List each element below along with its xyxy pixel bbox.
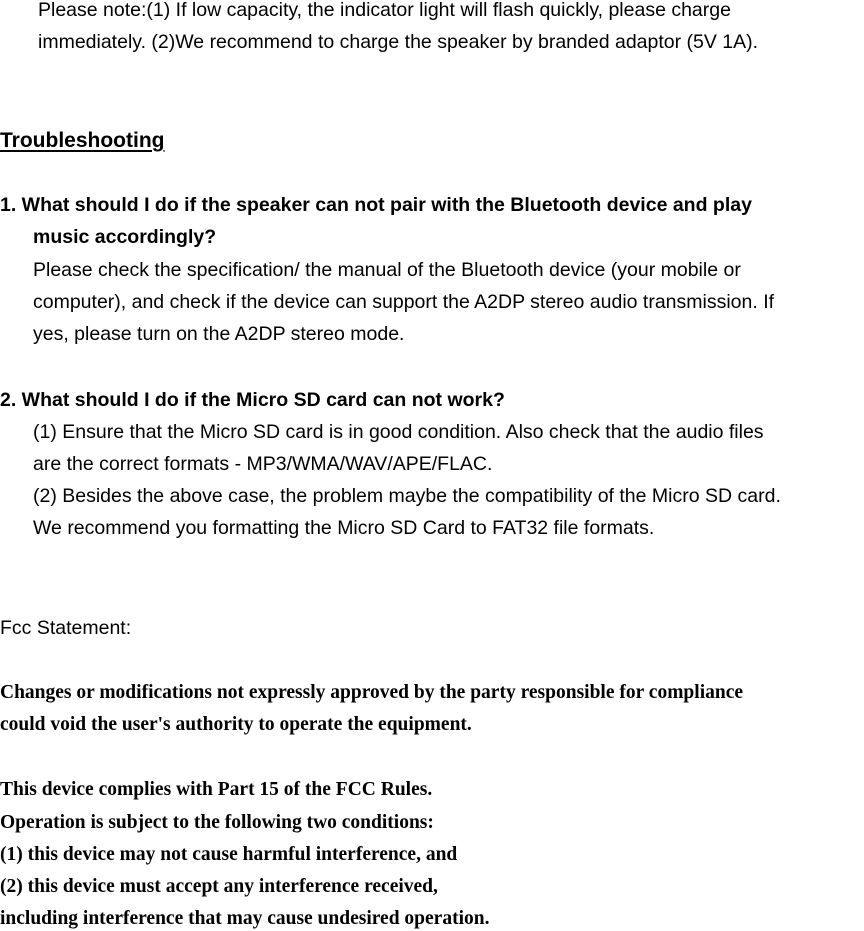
fcc-compliance-line-4: (2) this device must accept any interference received, (0, 876, 438, 897)
question-2: 2. What should I do if the Micro SD card can not work? (0, 389, 505, 411)
answer-2-line-4: We recommend you formatting the Micro SD Card to FAT32 file formats. (33, 517, 655, 539)
troubleshooting-heading: Troubleshooting (0, 129, 165, 152)
fcc-heading: Fcc Statement: (0, 617, 132, 639)
fcc-compliance-line-3: (1) this device may not cause harmful interference, and (0, 844, 458, 865)
answer-1-line-3: yes, please turn on the A2DP stereo mode. (33, 323, 405, 345)
question-1-line-1: 1. What should I do if the speaker can not pair with the Bluetooth device and play (0, 194, 752, 216)
fcc-warning-line-2: could void the user's authority to operate the equipment. (0, 714, 472, 735)
fcc-compliance-line-1: This device complies with Part 15 of the FCC Rules. (0, 779, 433, 800)
answer-2-line-2: are the correct formats - MP3/WMA/WAV/APE/FLAC. (33, 453, 493, 475)
answer-1-line-1: Please check the specification/ the manual of the Bluetooth device (your mobile or (33, 259, 741, 281)
fcc-compliance-line-5: including interference that may cause undesired operation. (0, 908, 490, 929)
answer-2-line-3: (2) Besides the above case, the problem maybe the compatibility of the Micro SD card. (33, 485, 781, 507)
fcc-compliance-line-2: Operation is subject to the following two conditions: (0, 812, 434, 833)
question-1-line-2: music accordingly? (33, 226, 217, 248)
answer-2-line-1: (1) Ensure that the Micro SD card is in good condition. Also check that the audio files (33, 421, 764, 443)
fcc-warning-line-1: Changes or modifications not expressly approved by the party responsible for compliance (0, 682, 744, 703)
note-line-2: immediately. (2)We recommend to charge the speaker by branded adaptor (5V 1A). (38, 31, 759, 53)
answer-1-line-2: computer), and check if the device can support the A2DP stereo audio transmission. If (33, 291, 775, 313)
note-line-1: Please note:(1) If low capacity, the indicator light will flash quickly, please charge (38, 0, 731, 21)
